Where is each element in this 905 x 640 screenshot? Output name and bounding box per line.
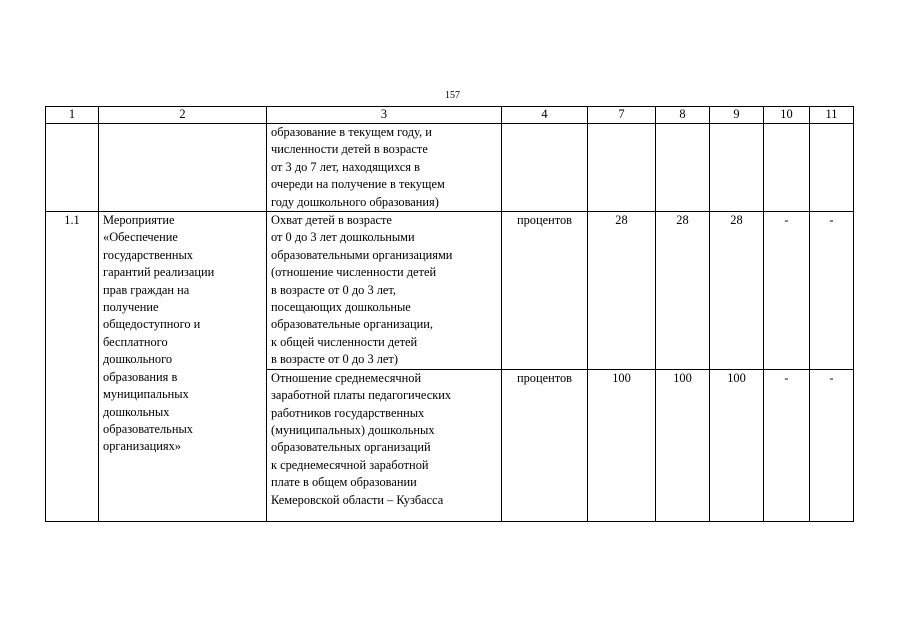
indicator-line: посещающих дошкольные [271, 300, 411, 315]
indicator-line: плате в общем образовании [271, 475, 417, 490]
event-line: дошкольных [103, 404, 170, 419]
item-number: 1.1 [46, 212, 99, 522]
unit-cell: процентов [502, 212, 588, 370]
event-line: прав граждан на [103, 282, 190, 297]
continuation-row [46, 124, 854, 212]
table-cell [810, 124, 854, 212]
event-line: государственных [103, 247, 194, 262]
table-cell [99, 124, 267, 212]
page-number: 157 [445, 90, 460, 101]
column-header: 9 [710, 107, 764, 124]
indicator-line: от 3 до 7 лет, находящихся в [271, 159, 420, 174]
indicator-line: Кемеровской области – Кузбасса [271, 492, 444, 507]
event-line: бесплатного [103, 334, 168, 349]
value-cell-7: 28 [588, 212, 656, 370]
indicator-cell [267, 212, 502, 370]
value-cell-8: 100 [656, 369, 710, 521]
indicator-line: (муниципальных) дошкольных [271, 422, 435, 437]
indicator-line: в возрасте от 0 до 3 лет) [271, 352, 398, 367]
column-number-row [46, 107, 854, 124]
event-line: муниципальных [103, 387, 189, 402]
event-line: дошкольного [103, 352, 173, 367]
value-cell-11: - [810, 212, 854, 370]
indicator-line: Отношение среднемесячной [271, 370, 422, 385]
table-cell [764, 124, 810, 212]
table-cell [656, 124, 710, 212]
event-description-cell [99, 212, 267, 522]
column-header: 8 [656, 107, 710, 124]
table-row [46, 212, 854, 370]
indicator-line: образовательными организациями [271, 247, 453, 262]
indicator-line: образование в текущем году, и [271, 125, 432, 139]
event-line: «Обеспечение [103, 230, 178, 245]
event-line: получение [103, 300, 159, 315]
event-line: образования в [103, 369, 178, 384]
indicator-line: образовательных организаций [271, 440, 431, 455]
column-header: 11 [810, 107, 854, 124]
indicator-line: году дошкольного образования) [271, 194, 439, 209]
value-cell-8: 28 [656, 212, 710, 370]
event-line: гарантий реализации [103, 265, 215, 280]
value-cell-9: 28 [710, 212, 764, 370]
value-cell-9: 100 [710, 369, 764, 521]
event-line: общедоступного и [103, 317, 201, 332]
column-header: 1 [46, 107, 99, 124]
continuation-indicator-cell [267, 124, 502, 212]
indicator-line: в возрасте от 0 до 3 лет, [271, 282, 397, 297]
event-line: организациях» [103, 439, 181, 454]
indicator-line: от 0 до 3 лет дошкольными [271, 230, 415, 245]
event-line: образовательных [103, 421, 193, 436]
table-cell [588, 124, 656, 212]
value-cell-7: 100 [588, 369, 656, 521]
indicator-line: заработной платы педагогических [271, 388, 452, 403]
event-line: Мероприятие [103, 213, 175, 228]
column-header: 3 [267, 107, 502, 124]
table-cell [710, 124, 764, 212]
indicator-table [45, 106, 854, 522]
table-cell [46, 124, 99, 212]
indicator-line: численности детей в возрасте [271, 142, 428, 157]
unit-cell: процентов [502, 369, 588, 521]
column-header: 7 [588, 107, 656, 124]
indicator-line: образовательные организации, [271, 317, 433, 332]
indicator-line: (отношение численности детей [271, 265, 437, 280]
table-cell [502, 124, 588, 212]
indicator-line: очереди на получение в текущем [271, 177, 445, 192]
value-cell-10: - [764, 369, 810, 521]
column-header: 4 [502, 107, 588, 124]
indicator-line: к среднемесячной заработной [271, 457, 429, 472]
indicator-line: Охват детей в возрасте [271, 213, 392, 228]
value-cell-10: - [764, 212, 810, 370]
value-cell-11: - [810, 369, 854, 521]
indicator-cell [267, 369, 502, 521]
column-header: 2 [99, 107, 267, 124]
indicator-line: к общей численности детей [271, 334, 418, 349]
indicator-line: работников государственных [271, 405, 425, 420]
column-header: 10 [764, 107, 810, 124]
